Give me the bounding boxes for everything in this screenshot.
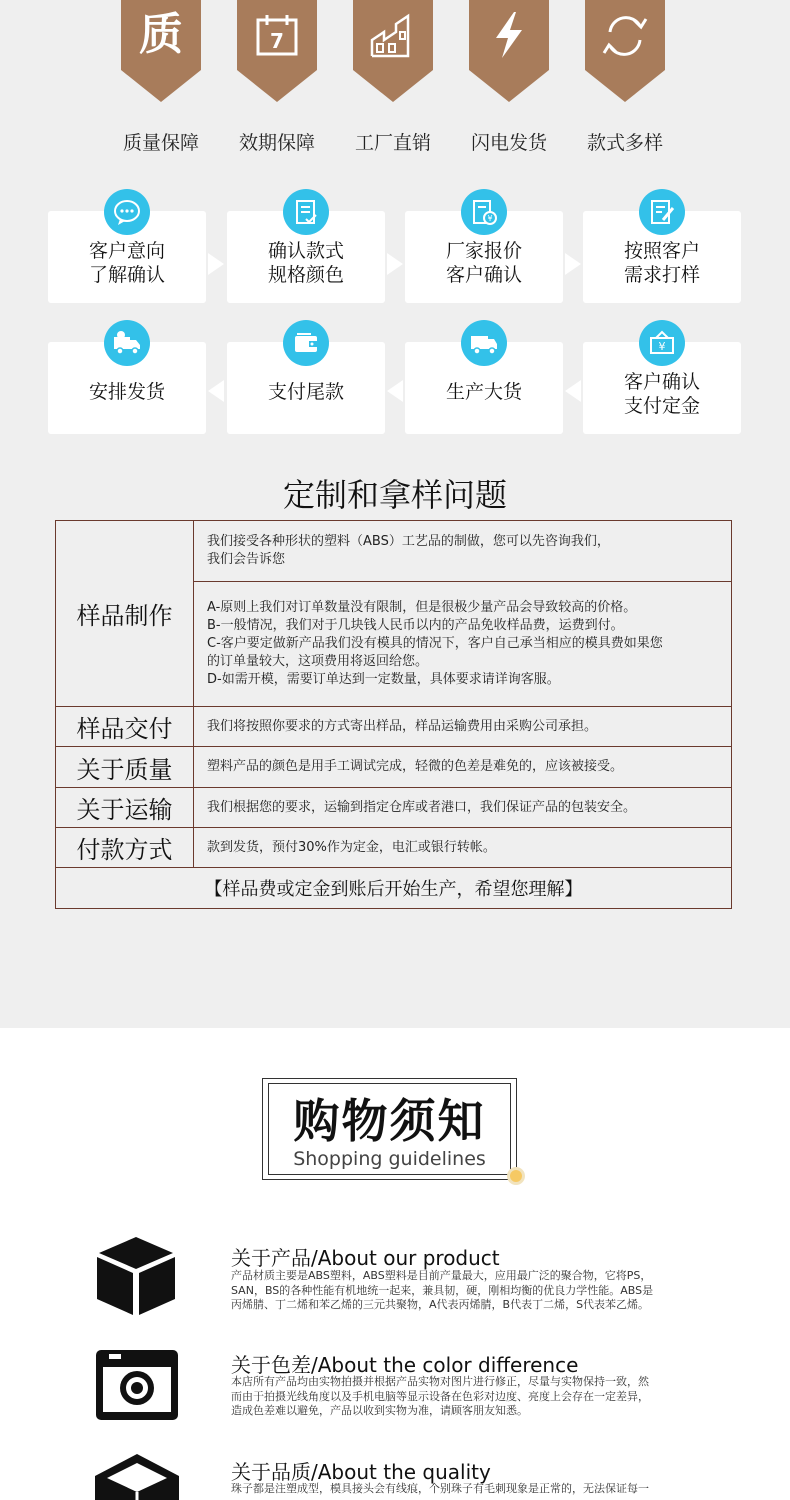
faq-row-content: 款到发货，预付30%作为定金，电汇或银行转帐。 xyxy=(194,828,732,868)
process-text: 生产大货 xyxy=(445,381,522,403)
truck-icon xyxy=(461,320,507,366)
guideline-line: SAN，BS的各种性能有机地统一起来，兼具韧，硬，刚相均衡的优良力学性能。ABS是 xyxy=(231,1283,654,1297)
guidelines-title: 购物须知 xyxy=(293,1094,486,1148)
process-text: 支付定金 xyxy=(623,395,700,417)
badge-label: 效期保障 xyxy=(238,132,315,154)
faq-row-label: 样品制作 xyxy=(56,521,194,707)
process-text: 需求打样 xyxy=(623,264,700,286)
process-text: 按照客户 xyxy=(623,240,700,262)
faq-line: A-原则上我们对订单数量没有限制，但是很极少量产品会导致较高的价格。 xyxy=(207,600,637,615)
lightning-icon xyxy=(484,10,534,60)
box-icon xyxy=(95,1454,179,1500)
faq-row-content xyxy=(194,521,732,582)
badge-label: 工厂直销 xyxy=(354,132,431,154)
svg-text:¥: ¥ xyxy=(487,214,493,223)
wallet-icon xyxy=(283,320,329,366)
badge-factory xyxy=(353,0,433,102)
guideline-line: 而由于拍摄光线角度以及手机电脑等显示设备在色彩对边度、亮度上会存在一定差异， xyxy=(231,1389,649,1403)
process-text: 安排发货 xyxy=(88,381,165,403)
arrow-left-icon xyxy=(208,380,224,402)
calendar-7-icon xyxy=(252,10,302,60)
faq-line: C-客户要定做新产品我们没有模具的情况下，客户自己承当相应的模具费如果您 xyxy=(207,636,663,651)
badge-quality xyxy=(121,0,201,102)
decorative-dot-icon xyxy=(507,1167,525,1185)
arrow-right-icon xyxy=(565,253,581,275)
document-check-icon xyxy=(283,189,329,235)
guideline-heading: 关于品质/About the quality xyxy=(231,1460,491,1484)
faq-row-content: 塑料产品的颜色是用手工调试完成，轻微的色差是难免的，应该被接受。 xyxy=(194,747,732,788)
svg-text:¥: ¥ xyxy=(658,340,666,353)
quality-character-icon: 质 xyxy=(139,9,183,60)
guidelines-subtitle: Shopping guidelines xyxy=(293,1148,486,1170)
guideline-heading: 关于产品/About our product xyxy=(231,1246,500,1270)
guideline-line: 本店所有产品均由实物拍摄并根据产品实物对图片进行修正，尽量与实物保持一致，然 xyxy=(231,1375,649,1388)
arrow-right-icon xyxy=(208,253,224,275)
guideline-body xyxy=(231,1269,699,1313)
factory-icon xyxy=(368,10,418,60)
delivery-truck-icon xyxy=(104,320,150,366)
process-text: 客户意向 xyxy=(88,240,165,262)
faq-line: B-一般情况，我们对于几块钱人民币以内的产品免收样品费，运费到付。 xyxy=(207,618,624,633)
refresh-icon xyxy=(600,10,650,60)
camera-icon xyxy=(95,1348,179,1422)
guideline-line: 珠子都是注塑成型，模具接头会有线痕，个别珠子有毛刺现象是正常的，无法保证每一 xyxy=(231,1482,649,1495)
badge-label: 款式多样 xyxy=(586,132,663,154)
faq-row-content: 我们根据您的要求，运输到指定仓库或者港口，我们保证产品的包装安全。 xyxy=(194,788,732,828)
arrow-left-icon xyxy=(387,380,403,402)
process-text: 厂家报价 xyxy=(445,240,522,262)
chat-icon xyxy=(104,189,150,235)
badge-lightning xyxy=(469,0,549,102)
process-text: 了解确认 xyxy=(88,264,165,286)
faq-row-label: 关于运输 xyxy=(56,788,194,828)
yuan-bag-icon xyxy=(639,320,685,366)
guideline-line: 丙烯腈、丁二烯和苯乙烯的三元共聚物，A代表丙烯腈，B代表丁二烯，S代表苯乙烯。 xyxy=(231,1298,650,1311)
process-text: 确认款式 xyxy=(267,240,344,262)
badge-label: 闪电发货 xyxy=(470,132,547,154)
cube-icon xyxy=(95,1235,177,1317)
faq-line: 的订单量较大，这项费用将返回给您。 xyxy=(207,654,429,669)
faq-row-content xyxy=(194,582,732,707)
guideline-line: 造成色差难以避免，产品以收到实物为准，请顾客朋友知悉。 xyxy=(231,1404,528,1417)
faq-line: 我们会告诉您 xyxy=(207,552,286,567)
badge-label: 质量保障 xyxy=(122,132,199,154)
guideline-body xyxy=(231,1482,699,1497)
svg-text:7: 7 xyxy=(270,29,284,53)
badge-styles xyxy=(585,0,665,102)
faq-line: D-如需开模，需要订单达到一定数量，具体要求请详询客服。 xyxy=(207,672,560,687)
process-text: 规格颜色 xyxy=(267,264,344,286)
faq-footer: 【样品费或定金到账后开始生产，希望您理解】 xyxy=(56,868,732,909)
edit-document-icon xyxy=(639,189,685,235)
badge-shelf-life xyxy=(237,0,317,102)
faq-row-content: 我们将按照你要求的方式寄出样品，样品运输费用由采购公司承担。 xyxy=(194,707,732,747)
process-text: 支付尾款 xyxy=(267,381,344,403)
price-quote-icon xyxy=(461,189,507,235)
guideline-heading: 关于色差/About the color difference xyxy=(231,1353,579,1377)
process-text: 客户确认 xyxy=(445,264,522,286)
faq-row-label: 关于质量 xyxy=(56,747,194,788)
arrow-left-icon xyxy=(565,380,581,402)
process-text: 客户确认 xyxy=(623,371,700,393)
faq-row-label: 付款方式 xyxy=(56,828,194,868)
faq-line: 我们接受各种形状的塑料（ABS）工艺品的制做，您可以先咨询我们， xyxy=(207,534,610,549)
faq-title: 定制和拿样问题 xyxy=(282,476,507,514)
arrow-right-icon xyxy=(387,253,403,275)
faq-table xyxy=(55,520,732,909)
guideline-body xyxy=(231,1375,699,1419)
guideline-line: 产品材质主要是ABS塑料，ABS塑料是目前产量最大，应用最广泛的聚合物，它将PS， xyxy=(231,1269,652,1282)
faq-row-label: 样品交付 xyxy=(56,707,194,747)
